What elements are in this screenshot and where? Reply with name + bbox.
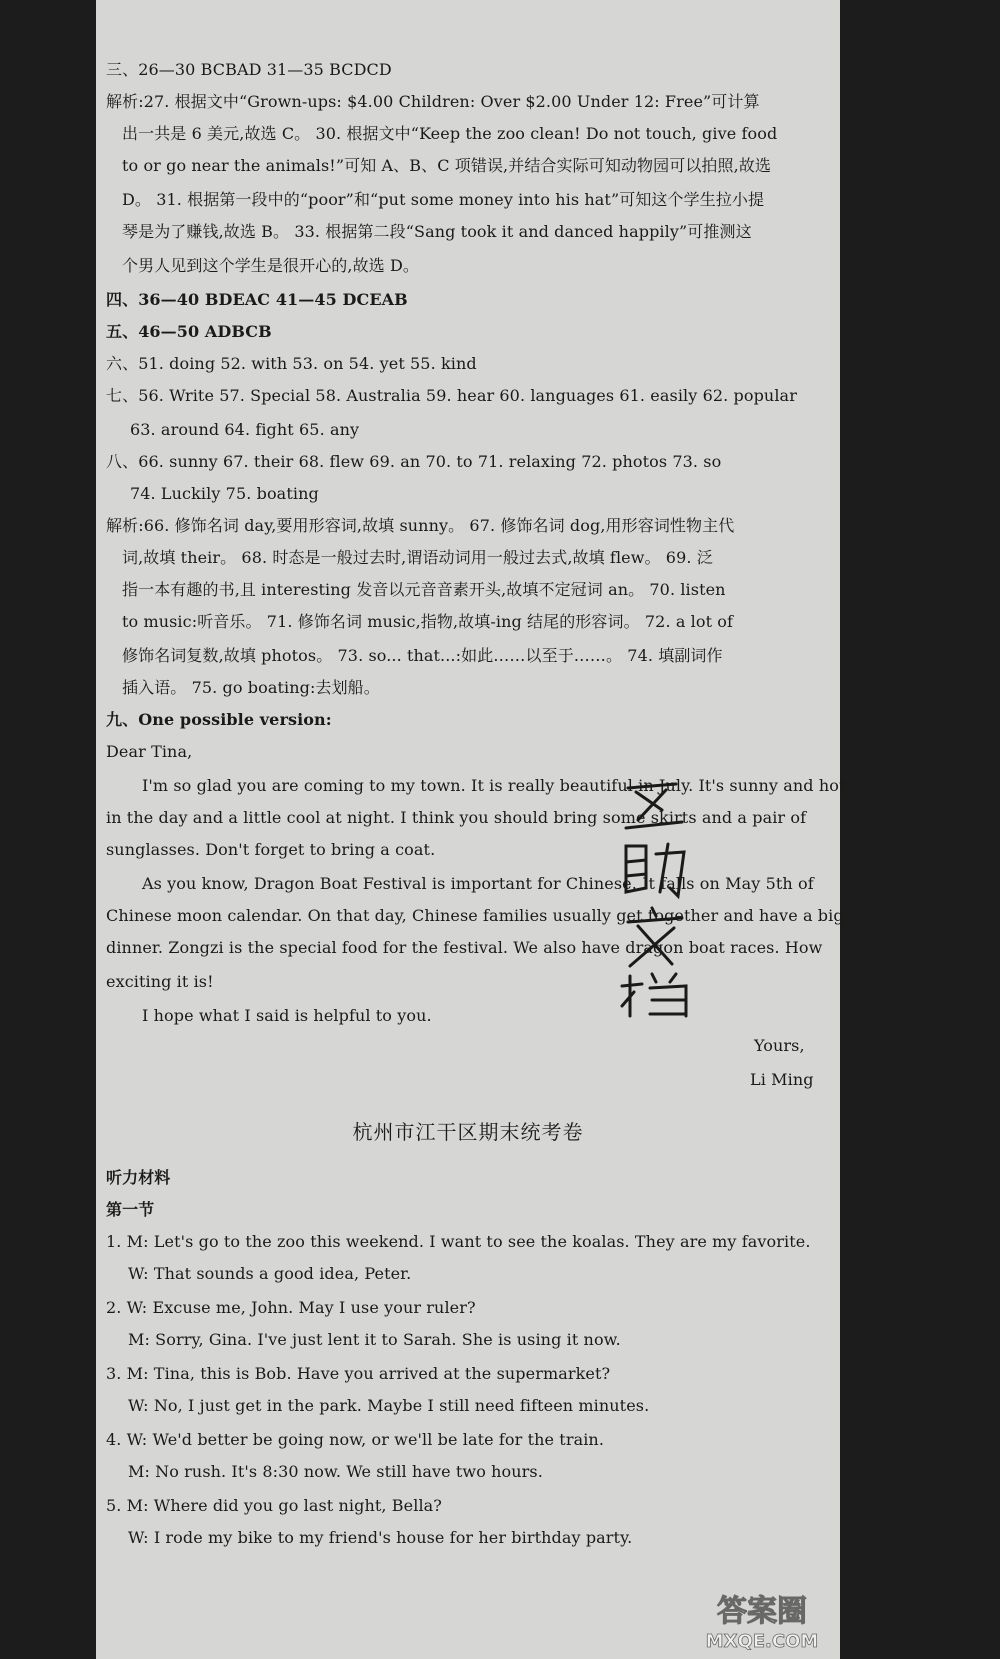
explanation-line: 出一共是 6 美元,故选 C。 30. 根据文中“Keep the zoo clean! Do not touch, give food bbox=[122, 124, 778, 143]
handwritten-annotation bbox=[616, 780, 696, 1020]
dialogue-line: W: I rode my bike to my friend's house for her birthday party. bbox=[128, 1528, 633, 1547]
answer-line-section-7: 七、56. Write 57. Special 58. Australia 59. hear 60. languages 61. easily 62. popular bbox=[106, 386, 797, 405]
listening-heading: 听力材料 bbox=[106, 1168, 171, 1187]
letter-line: sunglasses. Don't forget to bring a coat. bbox=[106, 840, 436, 859]
explanation-line: to music:听音乐。 71. 修饰名词 music,指物,故填-ing 结尾的形容词。 72. a lot of bbox=[122, 612, 734, 631]
letter-line: I'm so glad you are coming to my town. It is really beautiful in July. It's sunny and hot bbox=[142, 776, 846, 795]
letter-line: Chinese moon calendar. On that day, Chinese families usually get together and have a big bbox=[106, 906, 844, 925]
explanation-line: 琴是为了赚钱,故选 B。 33. 根据第二段“Sang took it and danced happily”可推测这 bbox=[122, 222, 752, 241]
dialogue-line: W: No, I just get in the park. Maybe I still need fifteen minutes. bbox=[128, 1396, 650, 1415]
answer-line-section-3: 三、26—30 BCBAD 31—35 BCDCD bbox=[106, 60, 392, 79]
explanation-line: 插入语。 75. go boating:去划船。 bbox=[122, 678, 380, 697]
watermark-logo bbox=[692, 1583, 832, 1653]
explanation-line: 指一本有趣的书,且 interesting 发音以元音音素开头,故填不定冠词 an。 70. listen bbox=[122, 580, 726, 599]
letter-line: dinner. Zongzi is the special food for the festival. We also have dragon boat races. How bbox=[106, 938, 823, 957]
dialogue-line: M: No rush. It's 8:30 now. We still have two hours. bbox=[128, 1462, 543, 1481]
explanation-line: to or go near the animals!”可知 A、B、C 项错误,并结合实际可知动物园可以拍照,故选 bbox=[122, 156, 772, 175]
explanation-line: 修饰名词复数,故填 photos。 73. so... that...:如此……以至于……。 74. 填副词作 bbox=[122, 646, 723, 665]
part-heading: 第一节 bbox=[106, 1200, 155, 1219]
letter-line: exciting it is! bbox=[106, 972, 214, 991]
dialogue-line: W: That sounds a good idea, Peter. bbox=[128, 1264, 412, 1283]
answer-line-section-5: 五、46—50 ADBCB bbox=[106, 322, 272, 341]
svg-text:MXQE.COM: MXQE.COM bbox=[705, 1631, 819, 1652]
dialogue-line: 1. M: Let's go to the zoo this weekend. I want to see the koalas. They are my favorite. bbox=[106, 1232, 811, 1251]
explanation-line: 解析:66. 修饰名词 day,要用形容词,故填 sunny。 67. 修饰名词 dog,用形容词性物主代 bbox=[106, 516, 735, 535]
answer-line-section-7-cont: 63. around 64. fight 65. any bbox=[130, 420, 360, 439]
writing-heading: 九、One possible version: bbox=[106, 710, 332, 729]
section-title: 杭州市江干区期末统考卷 bbox=[352, 1120, 584, 1144]
dialogue-line: 3. M: Tina, this is Bob. Have you arrived at the supermarket? bbox=[106, 1364, 611, 1383]
answer-line-section-4: 四、36—40 BDEAC 41—45 DCEAB bbox=[106, 290, 408, 309]
explanation-line: 解析:27. 根据文中“Grown-ups: $4.00 Children: Over $2.00 Under 12: Free”可计算 bbox=[106, 92, 760, 111]
dialogue-line: M: Sorry, Gina. I've just lent it to Sarah. She is using it now. bbox=[128, 1330, 621, 1349]
letter-greeting: Dear Tina, bbox=[106, 742, 193, 761]
answer-line-section-8-cont: 74. Luckily 75. boating bbox=[130, 484, 319, 503]
letter-line: I hope what I said is helpful to you. bbox=[142, 1006, 432, 1025]
dialogue-line: 2. W: Excuse me, John. May I use your ruler? bbox=[106, 1298, 476, 1317]
letter-closing: Yours, bbox=[754, 1036, 805, 1055]
document-page bbox=[96, 0, 846, 1659]
explanation-line: D。 31. 根据第一段中的“poor”和“put some money into his hat”可知这个学生拉小提 bbox=[122, 190, 765, 209]
answer-line-section-8: 八、66. sunny 67. their 68. flew 69. an 70. to 71. relaxing 72. photos 73. so bbox=[106, 452, 722, 471]
dialogue-line: 4. W: We'd better be going now, or we'll be late for the train. bbox=[106, 1430, 605, 1449]
explanation-line: 词,故填 their。 68. 时态是一般过去时,谓语动词用一般过去式,故填 flew。 69. 泛 bbox=[122, 548, 713, 567]
explanation-line: 个男人见到这个学生是很开心的,故选 D。 bbox=[122, 256, 420, 275]
answer-line-section-6: 六、51. doing 52. with 53. on 54. yet 55. kind bbox=[106, 354, 477, 373]
svg-text:答案圈: 答案圈 bbox=[717, 1594, 807, 1629]
letter-line: As you know, Dragon Boat Festival is important for Chinese. It falls on May 5th of bbox=[142, 874, 814, 893]
letter-line: in the day and a little cool at night. I think you should bring some skirts and a pair of bbox=[106, 808, 807, 827]
letter-signature: Li Ming bbox=[750, 1070, 814, 1089]
dialogue-line: 5. M: Where did you go last night, Bella? bbox=[106, 1496, 442, 1515]
